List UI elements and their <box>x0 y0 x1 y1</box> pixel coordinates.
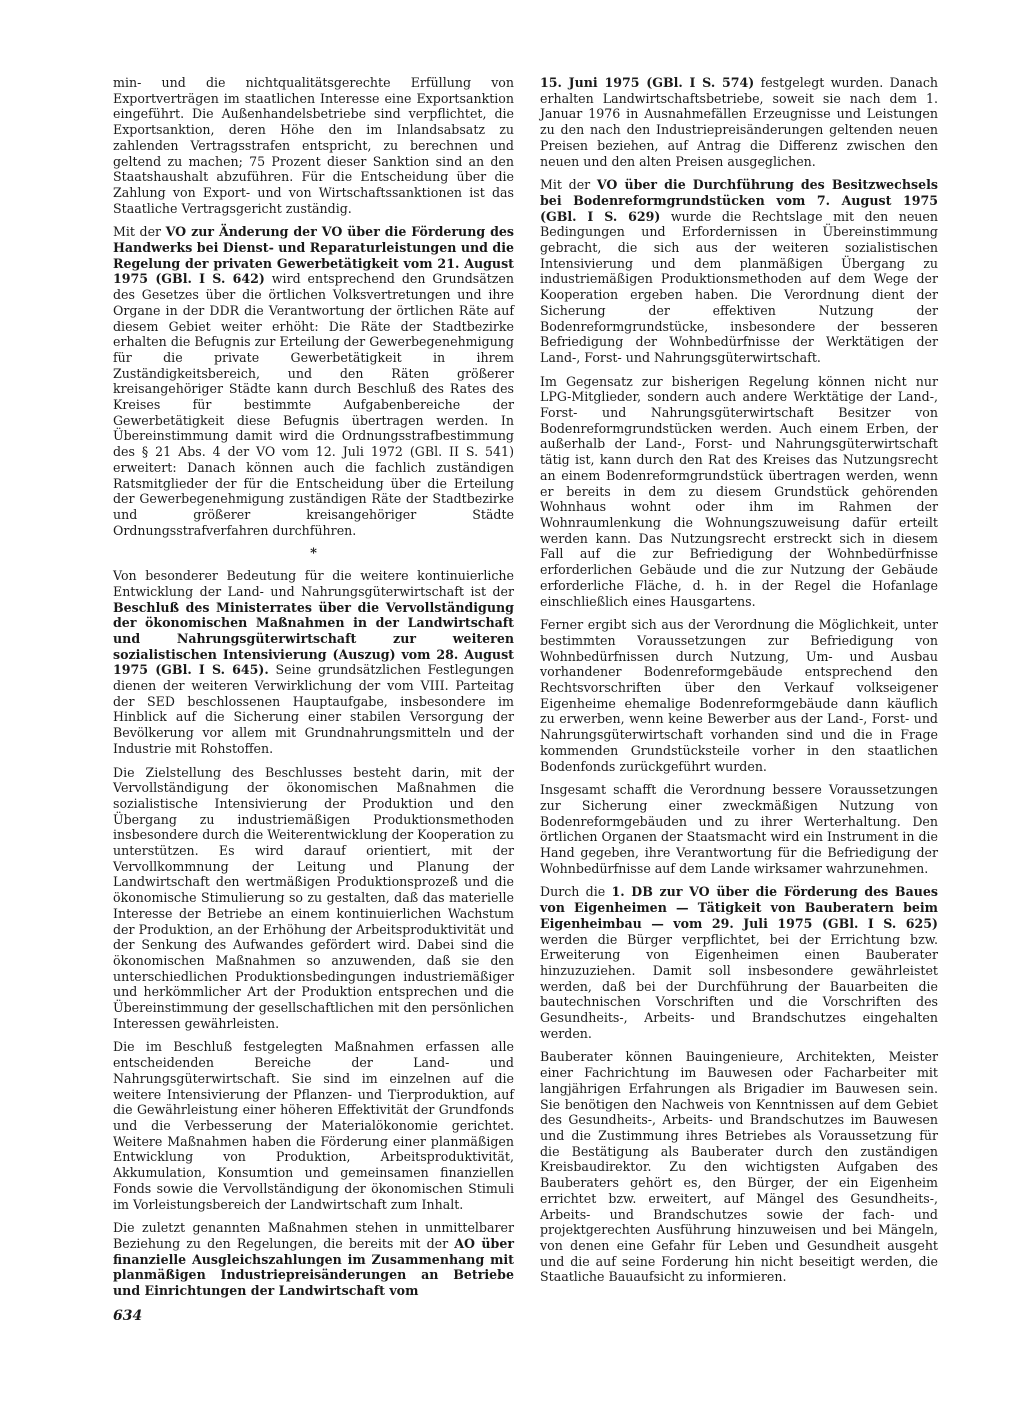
regulation-reference: 15. Juni 1975 (GBl. I S. 574) <box>540 75 755 90</box>
paragraph: min- und die nichtqualitätsgerechte Erfüllung von Exportverträgen im staatlichen Interesse eine Exportsanktion eingeführt. Die Außenhandelsbetriebe sind verpflichtet, die Exportsanktion, deren Höhe den im Inlandsabsatz zu zahlenden Vertragsstrafen entspricht, zu berechnen und geltend zu machen; 75 Prozent dieser Sanktion sind an den Staatshaushalt abzuführen. Für die Entscheidung über die Zahlung von Export- und von Wirtschaftssanktionen ist das Staatliche Vertragsgericht zuständig. <box>113 75 514 216</box>
regulation-reference: VO über die Durchführung des Besitzwechsels bei Bodenreformgrundstücken vom 7. August 1975 (GBl. I S. 629) <box>540 177 938 224</box>
regulation-reference: Beschluß des Ministerrates über die Vervollständigung der ökonomischen Maßnahmen in der Landwirtschaft und Nahrungsgüterwirtschaft zur weiteren sozialistischen Intensivierung (Auszug) vom 28. August 1975 (GBl. I S. 645). <box>113 599 514 678</box>
paragraph: 15. Juni 1975 (GBl. I S. 574) festgelegt wurden. Danach erhalten Landwirtschaftsbetriebe, soweit sie nach dem 1. Januar 1976 in Ausnahmefällen Erzeugnisse und Leistungen zu den nach den Industriepreisänderungen geltenden neuen Preisen beziehen, auf Antrag die Differenz zwischen den neuen und den alten Preisen ausgeglichen. <box>540 75 938 169</box>
paragraph: Bauberater können Bauingenieure, Architekten, Meister einer Fachrichtung im Bauwesen oder Facharbeiter mit langjährigen Erfahrungen als Brigadier im Bauwesen sein. Sie benötigen den Nachweis von Kenntnissen auf dem Gebiet des Gesundheits-, Arbeits- und Brandschutzes im Bauwesen und die Zustimmung ihres Betriebes als Voraussetzung für die Bestätigung als Bauberater durch den zuständigen Kreisbaudirektor. Zu den wichtigsten Aufgaben des Bauberaters gehört es, den Bürger, der ein Eigenheim errichtet bzw. erweitert, auf Mängel des Gesundheits-, Arbeits- und Brandschutzes sowie der fach- und projektgerechten Ausführung hinzuweisen und bei Mängeln, von denen eine Gefahr für Leben und Gesundheit ausgeht und die auf seine Forderung hin nicht beseitigt werden, die Staatliche Bauaufsicht zu informieren. <box>540 1049 938 1285</box>
paragraph: Ferner ergibt sich aus der Verordnung die Möglichkeit, unter bestimmten Voraussetzungen zur Befriedigung von Wohnbedürfnissen durch Nutzung, Um- und Ausbau vorhandener Bodenreformgebäude entsprechend den Rechtsvorschriften über den Verkauf volkseigener Eigenheime ehemalige Bodenreformgebäude dann käuflich zu erwerben, wenn keine Bewerber aus der Land-, Forst- und Nahrungsgüterwirtschaft vorhanden sind und die in Frage kommenden Grundstücksteile vorher in den staatlichen Bodenfonds zurückgeführt wurden. <box>540 617 938 774</box>
paragraph: Von besonderer Bedeutung für die weitere kontinuierliche Entwicklung der Land- und Nahrungsgüterwirtschaft ist der Beschluß des Ministerrates über die Vervollständigung der ökonomischen Maßnahmen in der Landwirtschaft und Nahrungsgüterwirtschaft zur weiteren sozialistischen Intensivierung (Auszug) vom 28. August 1975 (GBl. I S. 645). Seine grundsätzlichen Festlegungen dienen der weiteren Verwirklichung der vom VIII. Parteitag der SED beschlossenen Hauptaufgabe, insbesondere im Hinblick auf die Sicherung einer stabilen Versorgung der Bevölkerung vor allem mit Grundnahrungsmitteln und der Industrie mit Rohstoffen. <box>113 568 514 756</box>
page-number: 634 <box>113 1308 143 1324</box>
right-column <box>540 75 938 1293</box>
regulation-reference: VO zur Änderung der VO über die Förderung des Handwerks bei Dienst- und Reparaturleistungen und die Regelung der privaten Gewerbetätigkeit vom 21. August 1975 (GBl. I S. 642) <box>113 224 514 287</box>
paragraph: Die im Beschluß festgelegten Maßnahmen erfassen alle entscheidenden Bereiche der Land- und Nahrungsgüterwirtschaft. Sie sind im einzelnen auf die weitere Intensivierung der Pflanzen- und Tierproduktion, auf die Gewährleistung einer höheren Effektivität der Grundfonds und die Verbesserung der Materialökonomie gerichtet. Weitere Maßnahmen haben die Förderung einer planmäßigen Entwicklung von Produktion, Arbeitsproduktivität, Akkumulation, Konsumtion und gemeinsamen finanziellen Fonds sowie die Vervollständigung der ökonomischen Stimuli im Vorleistungsbereich der Landwirtschaft zum Inhalt. <box>113 1039 514 1212</box>
paragraph: Die zuletzt genannten Maßnahmen stehen in unmittelbarer Beziehung zu den Regelungen, die bereits mit der AO über finanzielle Ausgleichszahlungen im Zusammenhang mit planmäßigen Industriepreisänderungen an Betriebe und Einrichtungen der Landwirtschaft vom <box>113 1220 514 1299</box>
left-column <box>113 75 514 1307</box>
section-separator: * <box>310 546 317 562</box>
paragraph: Mit der VO über die Durchführung des Besitzwechsels bei Bodenreformgrundstücken vom 7. August 1975 (GBl. I S. 629) wurde die Rechtslage mit den neuen Bedingungen und Erfordernissen in Übereinstimmung gebracht, die sich aus der weiteren sozialistischen Intensivierung und dem planmäßigen Übergang zu industriemäßigen Produktionsmethoden auf dem Wege der Kooperation ergeben haben. Die Verordnung dient der Sicherung der effektiven Nutzung der Bodenreformgrundstücke, insbesondere der besseren Befriedigung der Wohnbedürfnisse der Werktätigen der Land-, Forst- und Nahrungsgüterwirtschaft. <box>540 177 938 365</box>
paragraph: Im Gegensatz zur bisherigen Regelung können nicht nur LPG-Mitglieder, sondern auch andere Werktätige der Land-, Forst- und Nahrungsgüterwirtschaft Besitzer von Bodenreformgrundstücken werden. Auch einem Erben, der außerhalb der Land-, Forst- und Nahrungsgüterwirtschaft tätig ist, kann durch den Rat des Kreises das Nutzungsrecht an einem Bodenreformgrundstück übertragen werden, wenn er bereits in dem zu diesem Grundstück gehörenden Wohnhaus wohnt oder ihm im Rahmen der Wohnraumlenkung die Wohnungszuweisung dafür erteilt werden kann. Das Nutzungsrecht erstreckt sich in diesem Fall auf die zur Befriedigung der Wohnbedürfnisse erforderlichen Gebäude und die zur Nutzung der Gebäude erforderliche Fläche, d. h. in der Regel die Hofanlage einschließlich eines Hausgartens. <box>540 373 938 609</box>
regulation-reference: 1. DB zur VO über die Förderung des Baues von Eigenheimen — Tätigkeit von Bauberatern beim Eigenheimbau — vom 29. Juli 1975 (GBl. I S. 625) <box>540 884 938 931</box>
regulation-reference: AO über finanzielle Ausgleichszahlungen im Zusammenhang mit planmäßigen Industriepreisänderungen an Betriebe und Einrichtungen der Landwirtschaft vom <box>113 1235 514 1299</box>
paragraph: Durch die 1. DB zur VO über die Förderung des Baues von Eigenheimen — Tätigkeit von Bauberatern beim Eigenheimbau — vom 29. Juli 1975 (GBl. I S. 625) werden die Bürger verpflichtet, bei der Errichtung bzw. Erweiterung von Eigenheimen einen Bauberater hinzuzuziehen. Damit soll insbesondere gewährleistet werden, daß bei der Durchführung der Bauarbeiten die bautechnischen Vorschriften und die Vorschriften des Gesundheits-, Arbeits- und Brandschutzes eingehalten werden. <box>540 884 938 1041</box>
paragraph: Mit der VO zur Änderung der VO über die Förderung des Handwerks bei Dienst- und Reparaturleistungen und die Regelung der privaten Gewerbetätigkeit vom 21. August 1975 (GBl. I S. 642) wird entsprechend den Grundsätzen des Gesetzes über die örtlichen Volksvertretungen und ihre Organe in der DDR die Verantwortung der örtlichen Räte auf diesem Gebiet weiter erhöht: Die Räte der Stadtbezirke erhalten die Befugnis zur Erteilung der Gewerbegenehmigung für die private Gewerbetätigkeit in ihrem Zuständigkeitsbereich, und den Räten größerer kreisangehöriger Städte kann durch Beschluß des Rates des Kreises für bestimmte Aufgabenbereiche der Gewerbetätigkeit diese Befugnis übertragen werden. In Übereinstimmung damit wird die Ordnungsstrafbestimmung des § 21 Abs. 4 der VO vom 12. Juli 1972 (GBl. II S. 541) erweitert: Danach können auch die fachlich zuständigen Ratsmitglieder der für die Entscheidung über die Erteilung der Gewerbegenehmigung zuständigen Räte der Stadtbezirke und größerer kreisangehöriger Städte Ordnungsstrafverfahren durchführen. <box>113 224 514 538</box>
paragraph: Die Zielstellung des Beschlusses besteht darin, mit der Vervollständigung der ökonomischen Maßnahmen die sozialistische Intensivierung der Produktion und den Übergang zu industriemäßigen Produktionsmethoden insbesondere durch die Weiterentwicklung der Kooperation zu unterstützen. Es wird darauf orientiert, mit der Vervollkommnung der Leitung und Planung der Landwirtschaft den wertmäßigen Produktionsprozeß und die ökonomische Stimulierung so zu gestalten, daß das materielle Interesse der Betriebe an einem kontinuierlichen Wachstum der Produktion, an der Erhöhung der Arbeitsproduktivität und der Senkung des Aufwandes gefördert wird. Dabei sind die ökonomischen Maßnahmen so anzuwenden, daß sie den unterschiedlichen Produktionsbedingungen industriemäßiger und herkömmlicher Art der Produktion entsprechen und die Übereinstimmung der gesellschaftlichen mit den persönlichen Interessen gewährleisten. <box>113 764 514 1031</box>
paragraph: Insgesamt schafft die Verordnung bessere Voraussetzungen zur Sicherung einer zweckmäßigen Nutzung von Bodenreformgebäuden und zu ihrer Werterhaltung. Den örtlichen Organen der Staatsmacht wird ein Instrument in die Hand gegeben, ihre Verantwortung für die Befriedigung der Wohnbedürfnisse auf dem Lande wirksamer wahrzunehmen. <box>540 782 938 876</box>
